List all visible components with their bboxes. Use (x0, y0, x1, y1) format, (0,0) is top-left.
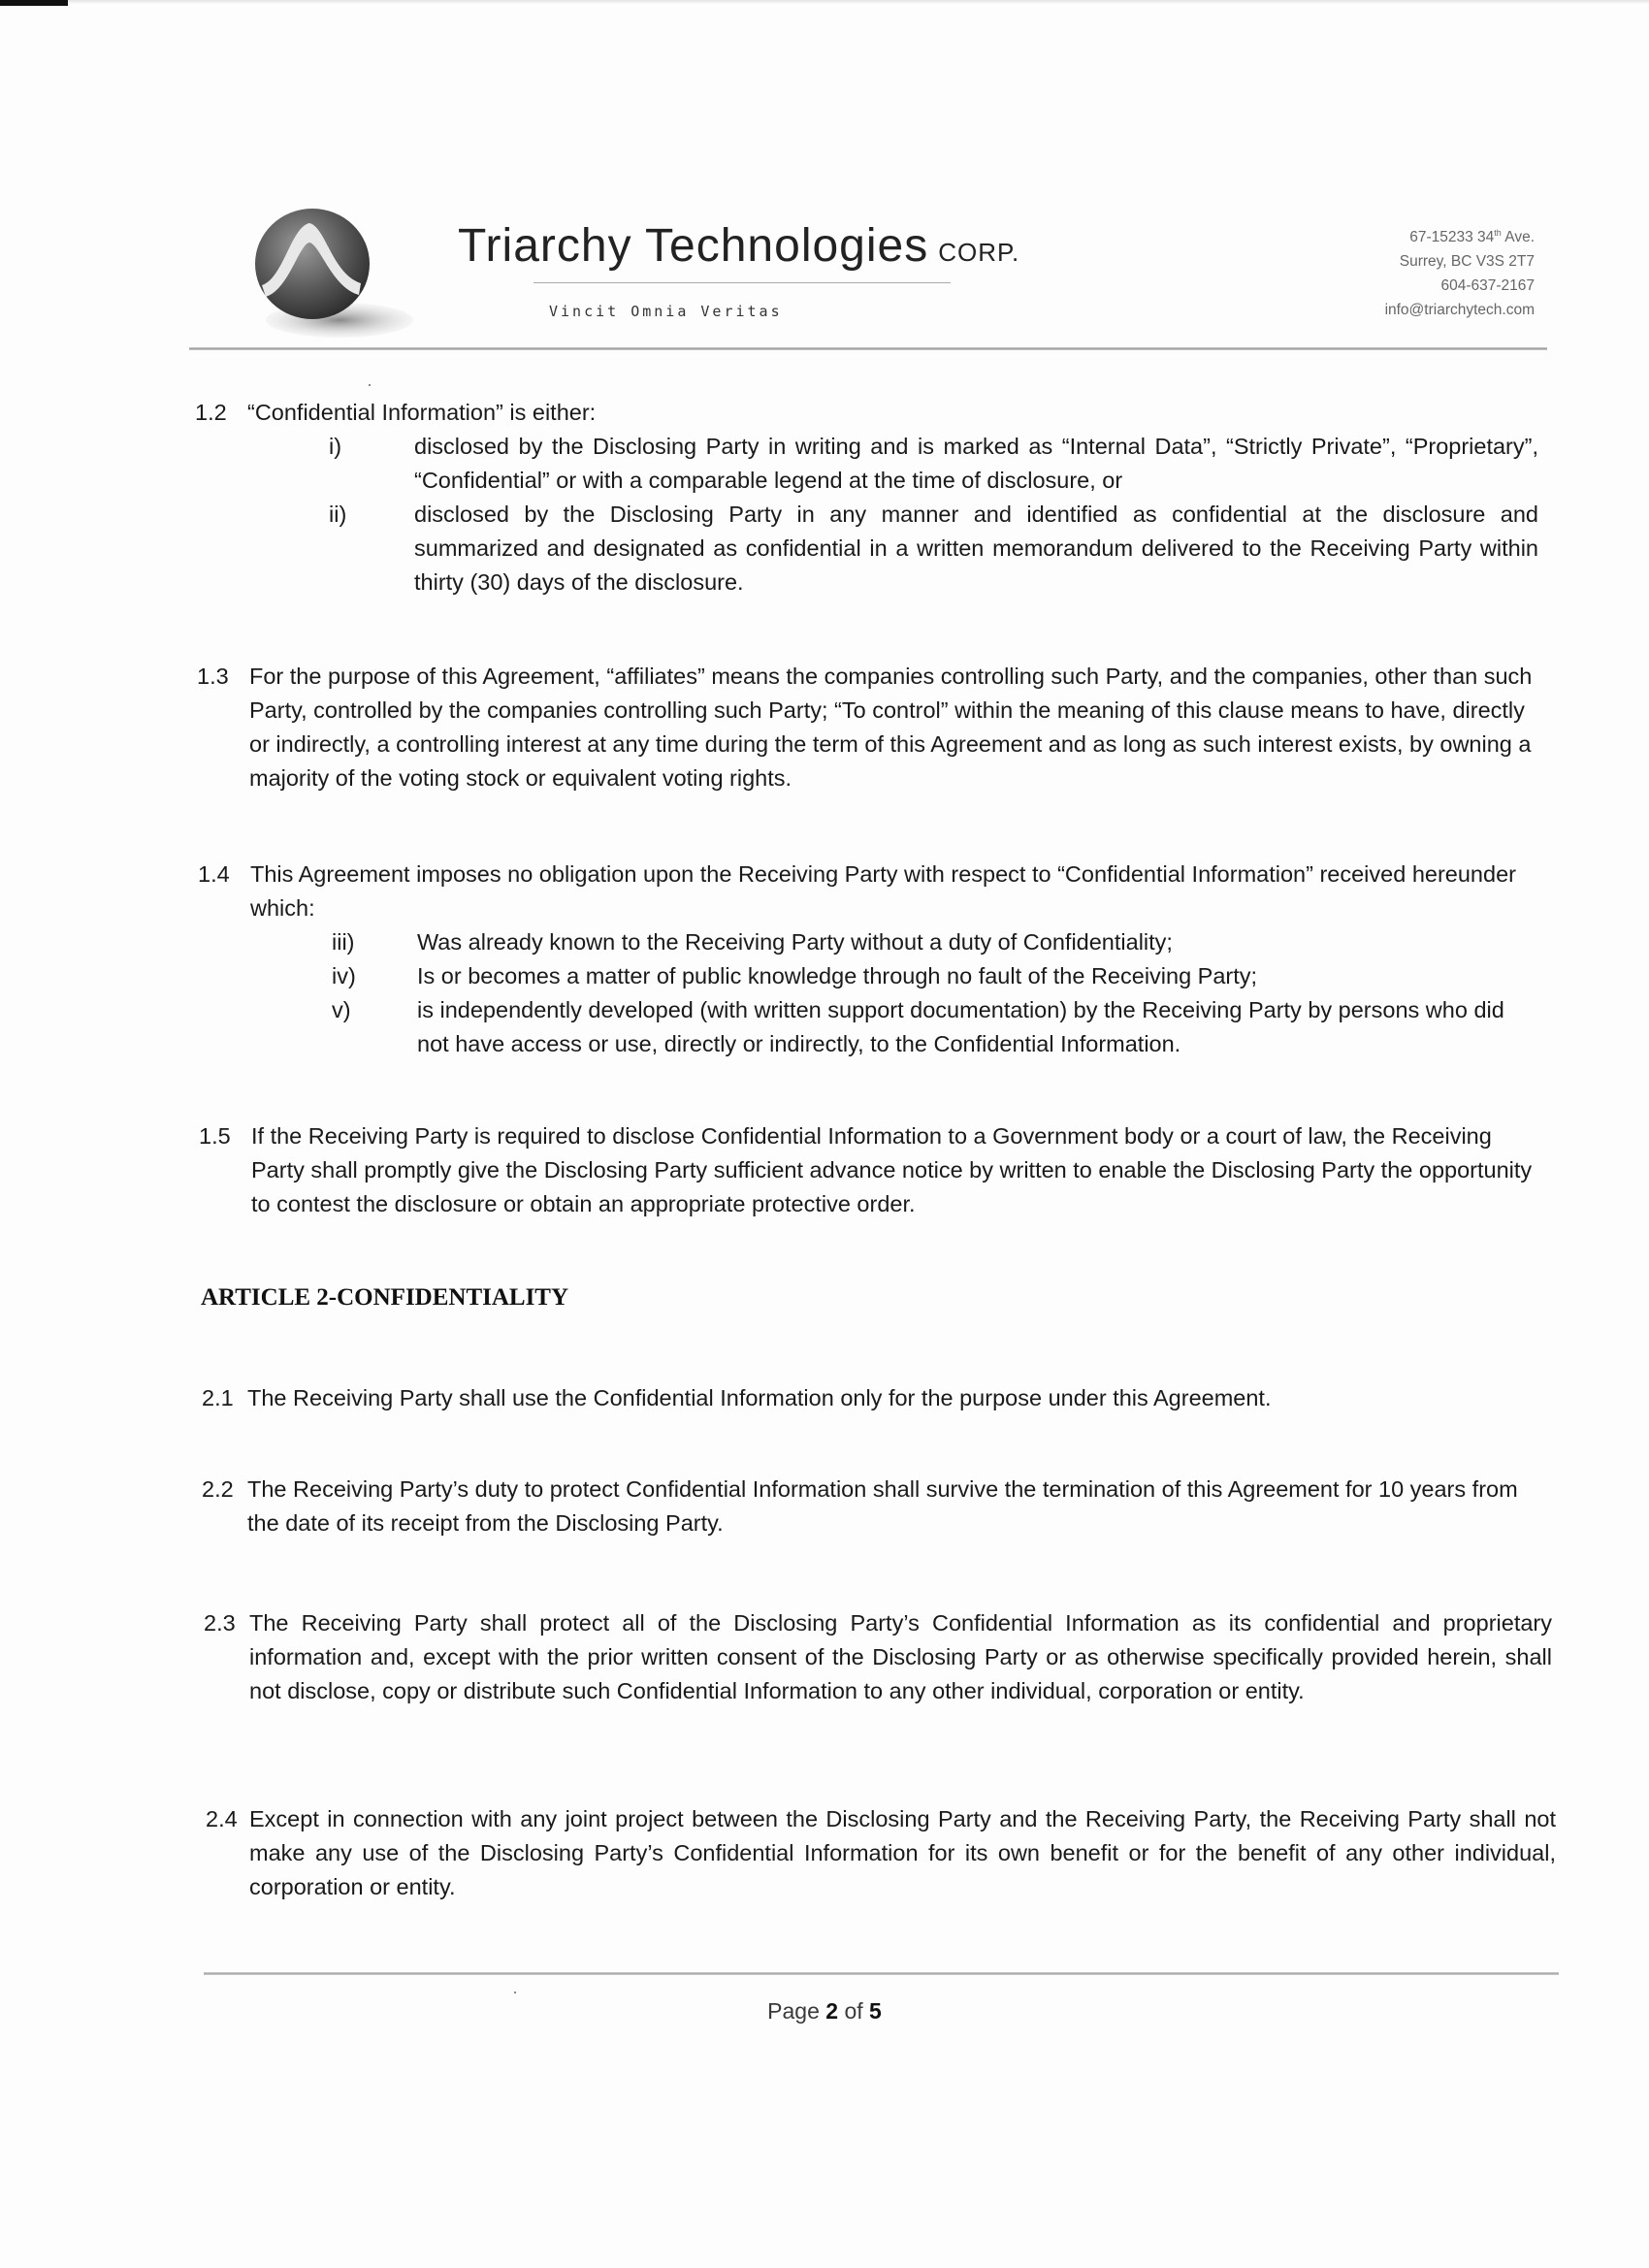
scan-corner-mark (0, 0, 68, 6)
company-name-text: Triarchy Technologies (458, 220, 929, 272)
clause-text: If the Receiving Party is required to disclose Confidential Information to a Government body or a court of law, the Receiving Party shall promptly give the Disclosing Party sufficient advance notice by written to enable the Disclosing Party the opportunity to contest the disclosure or obtain an appropriate protective order. (251, 1123, 1533, 1216)
sub-item-text: Is or becomes a matter of public knowledge through no fault of the Receiving Party; (417, 963, 1258, 988)
sub-item-number: iv) (332, 963, 356, 988)
sphere-wave-logo-icon (254, 206, 419, 341)
clause-2-3 (204, 1606, 1552, 1708)
clause-1-4 (198, 858, 1541, 1061)
clause-text: The Receiving Party shall protect all of the Disclosing Party’s Confidential Information as its confidential and proprietary information and, except with the prior written consent of the Disclosing Party or as otherwise specifically provided herein, shall not disclose, copy or distribute such Confidential Information to any other individual, corporation or entity. (249, 1610, 1552, 1703)
page-of-label: of (838, 1998, 870, 2024)
article-2-heading: ARTICLE 2-CONFIDENTIALITY (201, 1284, 569, 1311)
sub-item-number: v) (332, 997, 351, 1022)
sub-item-number: i) (329, 434, 342, 459)
company-suffix: CORP. (938, 238, 1020, 267)
address-email: info@triarchytech.com (1384, 302, 1535, 319)
clause-1-5 (199, 1119, 1542, 1221)
sub-item-number: iii) (332, 929, 355, 955)
total-pages: 5 (869, 1998, 882, 2024)
sub-item-text: disclosed by the Disclosing Party in any manner and identified as confidential at the disclosure and summarized and designated as confidential in a written memorandum delivered to the Receiving Party within thirty (30) days of the disclosure. (414, 502, 1538, 595)
street-number: 67-15233 34 (1409, 229, 1495, 246)
page-number (0, 1998, 1649, 2025)
clause-text: This Agreement imposes no obligation upon the Receiving Party with respect to “Confidential Information” received hereunder which: (250, 861, 1516, 921)
street-ordinal: th (1494, 228, 1502, 238)
clause-1-3 (197, 660, 1540, 795)
footer-divider (204, 1972, 1559, 1975)
scan-top-edge (68, 0, 1649, 4)
sub-item-text: Was already known to the Receiving Party without a duty of Confidentiality; (417, 929, 1173, 955)
clause-number: 2.1 (202, 1385, 234, 1410)
company-name (458, 219, 1019, 273)
page-label: Page (767, 1998, 826, 2024)
sub-item-ii (329, 498, 1538, 599)
sub-item-number: ii) (329, 502, 347, 527)
sub-item-i (329, 430, 1538, 498)
clause-2-4 (206, 1802, 1556, 1904)
clause-number: 1.3 (197, 664, 229, 689)
street-suffix: Ave. (1501, 229, 1535, 246)
clause-text: The Receiving Party’s duty to protect Confidential Information shall survive the termination of this Agreement for 10 years from the date of its receipt from the Disclosing Party. (247, 1476, 1518, 1536)
scan-speck (369, 384, 371, 386)
current-page: 2 (825, 1998, 839, 2024)
clause-number: 2.2 (202, 1476, 234, 1502)
sub-item-text: disclosed by the Disclosing Party in writing and is marked as “Internal Data”, “Strictly Private”, “Proprietary”, “Confidential” or with a comparable legend at the time of disclosure, or (414, 434, 1538, 493)
sub-item-v (332, 993, 1541, 1061)
clause-number: 2.3 (204, 1610, 236, 1636)
clause-2-1 (202, 1381, 1550, 1415)
address-phone: 604-637-2167 (1440, 277, 1535, 295)
sub-item-iv (332, 959, 1541, 993)
clause-1-2 (195, 396, 1538, 599)
clause-text: The Receiving Party shall use the Confidential Information only for the purpose under this Agreement. (247, 1385, 1272, 1410)
clause-number: 1.2 (195, 400, 227, 425)
company-motto: Vincit Omnia Veritas (549, 303, 783, 320)
clause-number: 1.5 (199, 1123, 231, 1149)
company-address (1385, 221, 1535, 322)
clause-2-2 (202, 1473, 1552, 1540)
address-city: Surrey, BC V3S 2T7 (1399, 253, 1535, 271)
clause-text: “Confidential Information” is either: (247, 400, 597, 425)
company-underline (534, 282, 951, 283)
clause-number: 2.4 (206, 1806, 238, 1831)
header-divider (189, 347, 1547, 350)
scan-speck (514, 1992, 516, 1993)
clause-text: For the purpose of this Agreement, “affiliates” means the companies controlling such Party, and the companies, other than such Party, controlled by the companies controlling such Party; “To control” within the meaning of this clause means to have, directly or indirectly, a controlling interest at any time during the term of this Agreement and as long as such interest exists, by owning a majority of the voting stock or equivalent voting rights. (249, 664, 1533, 791)
sub-item-iii (332, 925, 1541, 959)
sub-item-text: is independently developed (with written support documentation) by the Receiving Party by persons who did not have access or use, directly or indirectly, to the Confidential Information. (417, 997, 1504, 1056)
clause-number: 1.4 (198, 861, 230, 887)
address-street (1385, 221, 1535, 249)
clause-text: Except in connection with any joint project between the Disclosing Party and the Receiving Party, the Receiving Party shall not make any use of the Disclosing Party’s Confidential Information for its own benefit or for the benefit of any other individual, corporation or entity. (249, 1806, 1556, 1899)
